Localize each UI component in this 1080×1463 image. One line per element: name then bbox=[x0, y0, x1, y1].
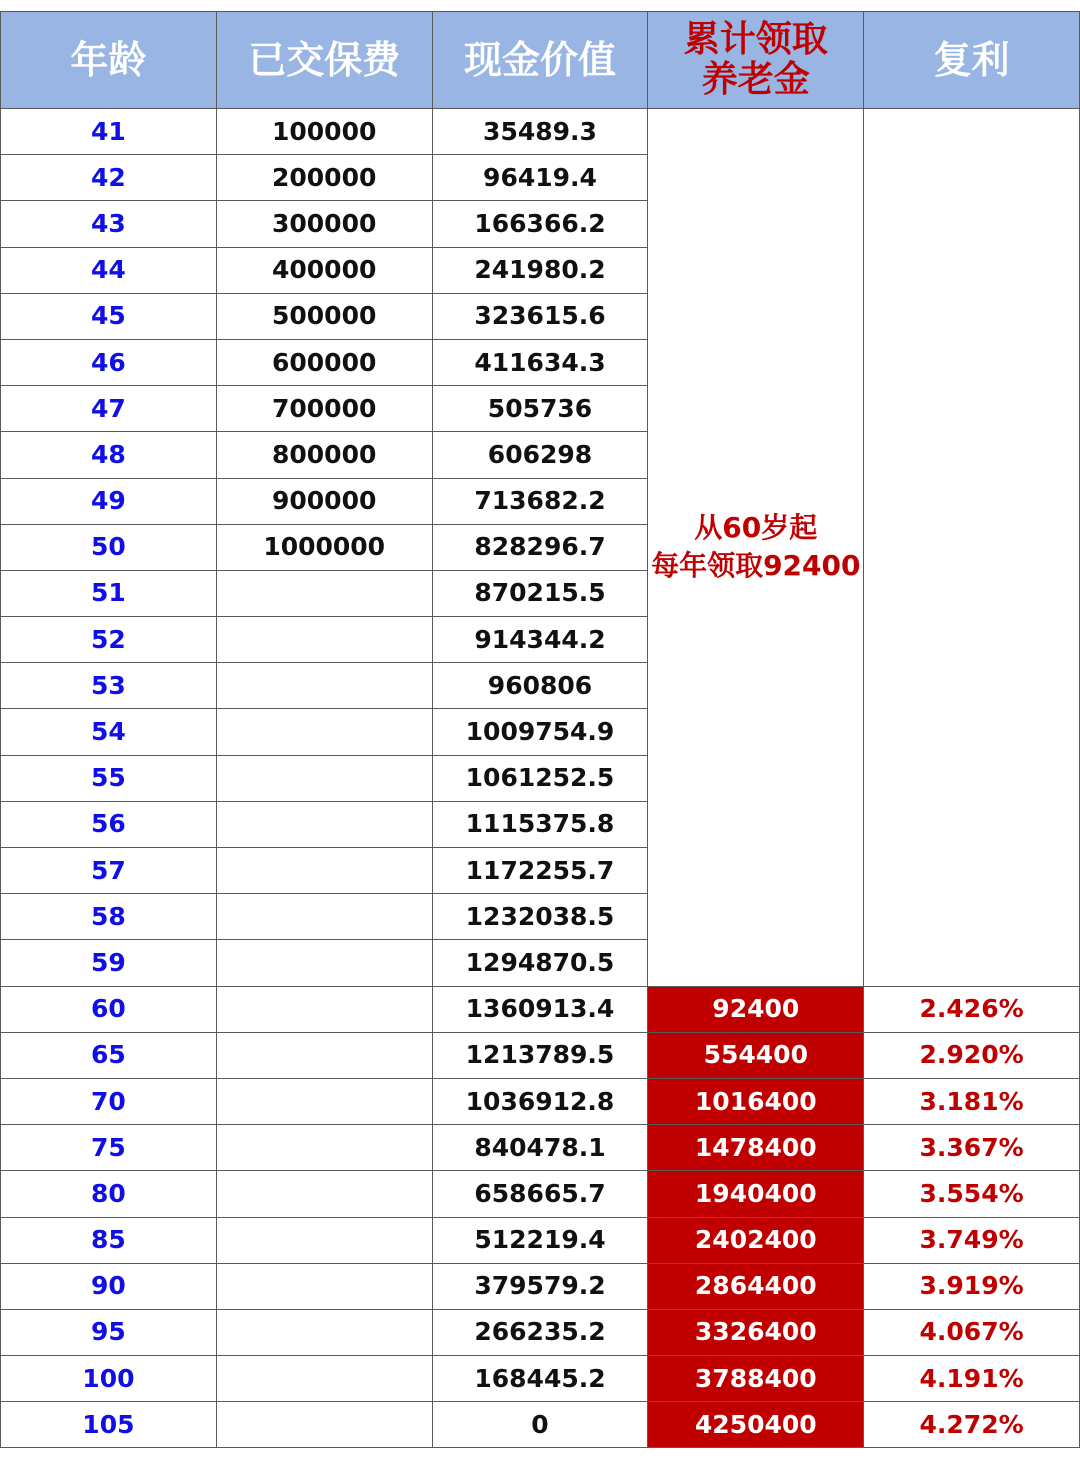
cash-value-cell: 828296.7 bbox=[432, 524, 648, 570]
compound-rate-cell: 3.367% bbox=[864, 1125, 1080, 1171]
premium-cell bbox=[216, 1356, 432, 1402]
cash-value-cell: 0 bbox=[432, 1402, 648, 1448]
age-cell: 57 bbox=[1, 848, 217, 894]
premium-cell: 1000000 bbox=[216, 524, 432, 570]
age-cell: 42 bbox=[1, 155, 217, 201]
premium-cell bbox=[216, 1125, 432, 1171]
age-cell: 41 bbox=[1, 109, 217, 155]
pension-cell: 1016400 bbox=[648, 1078, 864, 1124]
premium-cell: 300000 bbox=[216, 201, 432, 247]
pension-cell: 554400 bbox=[648, 1032, 864, 1078]
header-row bbox=[1, 12, 1080, 109]
cash-value-cell: 1172255.7 bbox=[432, 848, 648, 894]
cash-value-cell: 323615.6 bbox=[432, 293, 648, 339]
table-row bbox=[1, 1032, 1080, 1078]
premium-cell bbox=[216, 570, 432, 616]
premium-cell bbox=[216, 1032, 432, 1078]
premium-cell: 100000 bbox=[216, 109, 432, 155]
pension-cell: 2402400 bbox=[648, 1217, 864, 1263]
compound-rate-cell: 4.067% bbox=[864, 1309, 1080, 1355]
age-cell: 70 bbox=[1, 1078, 217, 1124]
age-cell: 85 bbox=[1, 1217, 217, 1263]
pension-cell: 1940400 bbox=[648, 1171, 864, 1217]
pension-cell: 1478400 bbox=[648, 1125, 864, 1171]
cash-value-cell: 1294870.5 bbox=[432, 940, 648, 986]
age-cell: 51 bbox=[1, 570, 217, 616]
table-body bbox=[1, 109, 1080, 1448]
cash-value-cell: 1115375.8 bbox=[432, 801, 648, 847]
premium-cell bbox=[216, 848, 432, 894]
header-age: 年龄 bbox=[1, 12, 217, 109]
compound-rate-cell: 3.554% bbox=[864, 1171, 1080, 1217]
header-pension-line1: 累计领取 bbox=[683, 19, 828, 60]
table-row bbox=[1, 1402, 1080, 1448]
premium-cell: 400000 bbox=[216, 247, 432, 293]
table-row bbox=[1, 1125, 1080, 1171]
premium-cell: 800000 bbox=[216, 432, 432, 478]
premium-cell bbox=[216, 709, 432, 755]
age-cell: 90 bbox=[1, 1263, 217, 1309]
premium-cell bbox=[216, 1309, 432, 1355]
age-cell: 50 bbox=[1, 524, 217, 570]
cash-value-cell: 870215.5 bbox=[432, 570, 648, 616]
premium-cell: 200000 bbox=[216, 155, 432, 201]
cash-value-cell: 512219.4 bbox=[432, 1217, 648, 1263]
table-row bbox=[1, 1171, 1080, 1217]
compound-rate-cell: 3.181% bbox=[864, 1078, 1080, 1124]
cash-value-cell: 35489.3 bbox=[432, 109, 648, 155]
age-cell: 45 bbox=[1, 293, 217, 339]
table-header bbox=[1, 12, 1080, 109]
cash-value-cell: 96419.4 bbox=[432, 155, 648, 201]
header-pension-line2: 养老金 bbox=[701, 59, 810, 100]
premium-cell: 900000 bbox=[216, 478, 432, 524]
premium-cell: 600000 bbox=[216, 339, 432, 385]
premium-cell bbox=[216, 894, 432, 940]
premium-cell: 500000 bbox=[216, 293, 432, 339]
compound-rate-cell: 3.919% bbox=[864, 1263, 1080, 1309]
header-pension bbox=[648, 12, 864, 109]
premium-cell bbox=[216, 1171, 432, 1217]
premium-cell bbox=[216, 1263, 432, 1309]
table-row bbox=[1, 1263, 1080, 1309]
age-cell: 58 bbox=[1, 894, 217, 940]
compound-rate-cell: 4.272% bbox=[864, 1402, 1080, 1448]
cash-value-cell: 379579.2 bbox=[432, 1263, 648, 1309]
age-cell: 60 bbox=[1, 986, 217, 1032]
table-row bbox=[1, 1356, 1080, 1402]
age-cell: 49 bbox=[1, 478, 217, 524]
cash-value-cell: 713682.2 bbox=[432, 478, 648, 524]
age-cell: 65 bbox=[1, 1032, 217, 1078]
cash-value-cell: 840478.1 bbox=[432, 1125, 648, 1171]
age-cell: 52 bbox=[1, 617, 217, 663]
cash-value-cell: 266235.2 bbox=[432, 1309, 648, 1355]
premium-cell bbox=[216, 755, 432, 801]
age-cell: 95 bbox=[1, 1309, 217, 1355]
table-row bbox=[1, 1078, 1080, 1124]
cash-value-cell: 658665.7 bbox=[432, 1171, 648, 1217]
premium-cell bbox=[216, 1078, 432, 1124]
table-row bbox=[1, 986, 1080, 1032]
cash-value-cell: 960806 bbox=[432, 663, 648, 709]
age-cell: 75 bbox=[1, 1125, 217, 1171]
age-cell: 44 bbox=[1, 247, 217, 293]
age-cell: 48 bbox=[1, 432, 217, 478]
pension-cell: 4250400 bbox=[648, 1402, 864, 1448]
pension-note bbox=[648, 109, 864, 987]
premium-cell: 700000 bbox=[216, 386, 432, 432]
table-row bbox=[1, 109, 1080, 155]
cash-value-cell: 241980.2 bbox=[432, 247, 648, 293]
age-cell: 105 bbox=[1, 1402, 217, 1448]
cash-value-cell: 1213789.5 bbox=[432, 1032, 648, 1078]
header-premium: 已交保费 bbox=[216, 12, 432, 109]
compound-rate-cell: 2.920% bbox=[864, 1032, 1080, 1078]
pension-cell: 92400 bbox=[648, 986, 864, 1032]
premium-cell bbox=[216, 1217, 432, 1263]
cash-value-cell: 1360913.4 bbox=[432, 986, 648, 1032]
cash-value-cell: 168445.2 bbox=[432, 1356, 648, 1402]
cash-value-cell: 606298 bbox=[432, 432, 648, 478]
insurance-table bbox=[0, 11, 1080, 1448]
age-cell: 43 bbox=[1, 201, 217, 247]
premium-cell bbox=[216, 1402, 432, 1448]
age-cell: 55 bbox=[1, 755, 217, 801]
age-cell: 53 bbox=[1, 663, 217, 709]
premium-cell bbox=[216, 940, 432, 986]
compound-rate-cell: 2.426% bbox=[864, 986, 1080, 1032]
age-cell: 46 bbox=[1, 339, 217, 385]
cash-value-cell: 914344.2 bbox=[432, 617, 648, 663]
pension-cell: 2864400 bbox=[648, 1263, 864, 1309]
pension-note-line2: 每年领取92400 bbox=[651, 549, 861, 583]
table-row bbox=[1, 1217, 1080, 1263]
table-row bbox=[1, 1309, 1080, 1355]
premium-cell bbox=[216, 663, 432, 709]
pension-cell: 3326400 bbox=[648, 1309, 864, 1355]
age-cell: 54 bbox=[1, 709, 217, 755]
cash-value-cell: 166366.2 bbox=[432, 201, 648, 247]
compound-rate-cell: 4.191% bbox=[864, 1356, 1080, 1402]
age-cell: 100 bbox=[1, 1356, 217, 1402]
cash-value-cell: 1232038.5 bbox=[432, 894, 648, 940]
age-cell: 56 bbox=[1, 801, 217, 847]
compound-rate-cell: 3.749% bbox=[864, 1217, 1080, 1263]
cash-value-cell: 1061252.5 bbox=[432, 755, 648, 801]
header-compound: 复利 bbox=[864, 12, 1080, 109]
cash-value-cell: 505736 bbox=[432, 386, 648, 432]
pension-cell: 3788400 bbox=[648, 1356, 864, 1402]
premium-cell bbox=[216, 617, 432, 663]
cash-value-cell: 1036912.8 bbox=[432, 1078, 648, 1124]
age-cell: 80 bbox=[1, 1171, 217, 1217]
header-cash-value: 现金价值 bbox=[432, 12, 648, 109]
premium-cell bbox=[216, 801, 432, 847]
age-cell: 47 bbox=[1, 386, 217, 432]
compound-blank-cell bbox=[864, 109, 1080, 987]
pension-note-line1: 从60岁起 bbox=[694, 511, 818, 545]
premium-cell bbox=[216, 986, 432, 1032]
cash-value-cell: 1009754.9 bbox=[432, 709, 648, 755]
age-cell: 59 bbox=[1, 940, 217, 986]
cash-value-cell: 411634.3 bbox=[432, 339, 648, 385]
